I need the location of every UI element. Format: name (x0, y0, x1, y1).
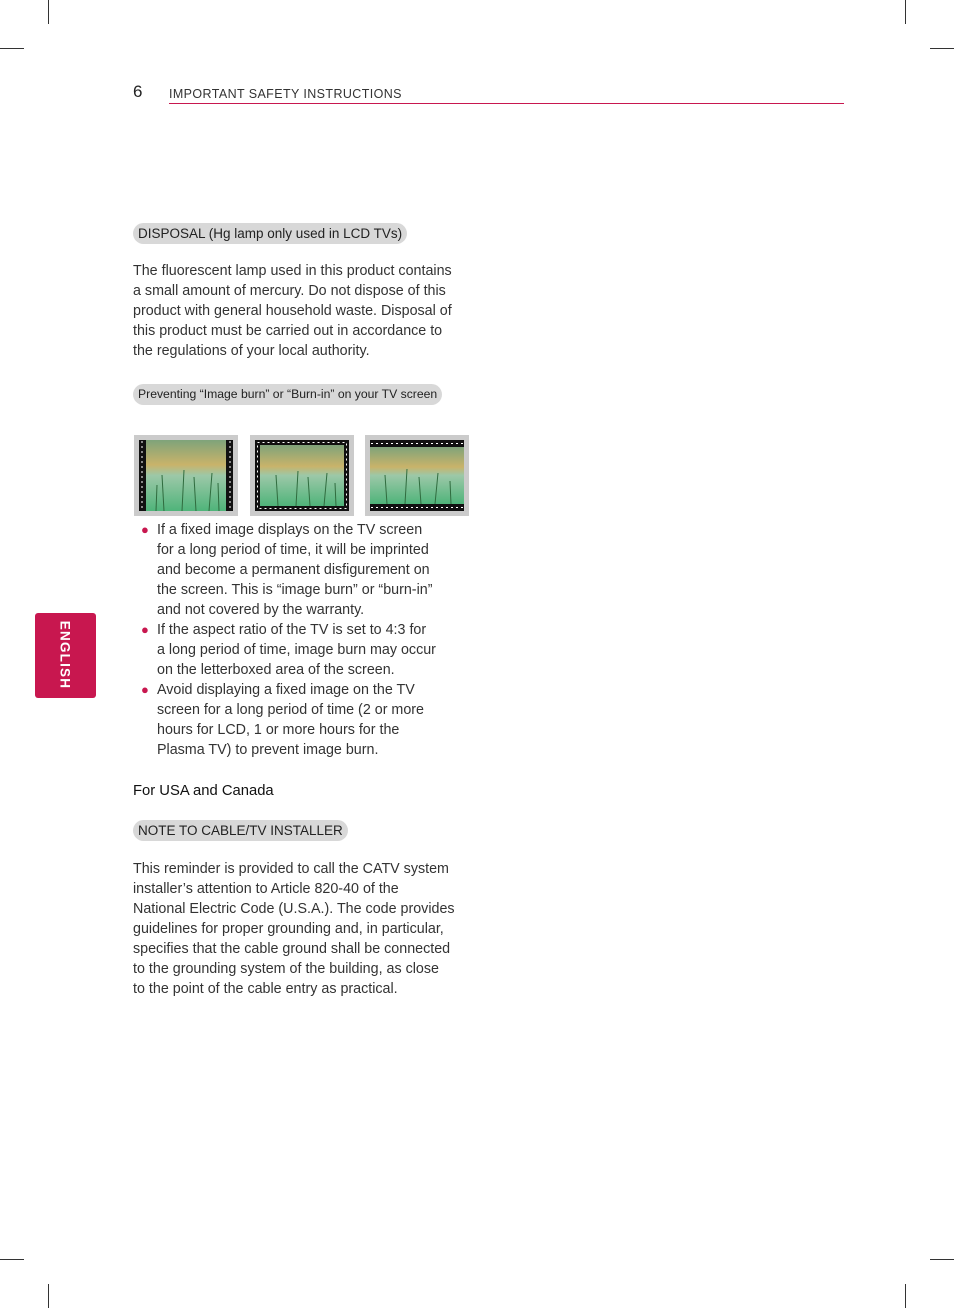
text-line: the screen. This is “image burn” or “burn-in” (157, 582, 433, 598)
text-line: hours for LCD, 1 or more hours for the (157, 722, 400, 738)
text-line: If a fixed image displays on the TV screen (157, 522, 423, 538)
crop-mark (48, 1284, 49, 1308)
usa-canada-title: For USA and Canada (133, 783, 274, 799)
burn-in-heading: Preventing “Image burn” or “Burn-in” on your TV screen (133, 384, 442, 405)
bullet-icon: ● (141, 682, 149, 697)
text-line: a small amount of mercury. Do not dispose of this (133, 283, 446, 299)
text-line: National Electric Code (U.S.A.). The code provides (133, 901, 455, 917)
crop-mark (48, 0, 49, 24)
bullet-icon: ● (141, 622, 149, 637)
disposal-heading: DISPOSAL (Hg lamp only used in LCD TVs) (133, 223, 407, 244)
text-line: specifies that the cable ground shall be connected (133, 941, 451, 957)
running-head: IMPORTANT SAFETY INSTRUCTIONS (169, 87, 402, 101)
text-line: for a long period of time, it will be imprinted (157, 542, 429, 558)
crop-mark (905, 1284, 906, 1308)
cable-installer-heading: NOTE TO CABLE/TV INSTALLER (133, 820, 348, 841)
crop-mark (930, 1259, 954, 1260)
text-line: If the aspect ratio of the TV is set to 4:3 for (157, 622, 427, 638)
page-number: 6 (133, 82, 143, 101)
text-line: This reminder is provided to call the CATV system (133, 861, 449, 877)
crop-mark (0, 48, 24, 49)
header-rule (169, 103, 844, 104)
list-item (141, 520, 481, 620)
burn-in-illustration-border (250, 435, 354, 516)
text-line: guidelines for proper grounding and, in particular, (133, 921, 444, 937)
list-item (141, 620, 481, 680)
crop-mark (930, 48, 954, 49)
burn-in-bullet-list (141, 520, 481, 760)
language-tab-label: ENGLISH (57, 620, 73, 690)
language-tab (35, 613, 96, 698)
text-line: and become a permanent disfigurement on (157, 562, 430, 578)
text-line: screen for a long period of time (2 or more (157, 702, 424, 718)
bullet-icon: ● (141, 522, 149, 537)
burn-in-illustration-pillarbox (134, 435, 238, 516)
text-line: Avoid displaying a fixed image on the TV (157, 682, 415, 698)
text-line: to the grounding system of the building, as close (133, 961, 439, 977)
text-line: The fluorescent lamp used in this product contains (133, 263, 452, 279)
text-line: to the point of the cable entry as practical. (133, 981, 398, 997)
text-line: this product must be carried out in accordance to (133, 323, 443, 339)
burn-in-illustration-letterbox (365, 435, 469, 516)
text-line: the regulations of your local authority. (133, 343, 370, 359)
text-line: a long period of time, image burn may occur (157, 642, 436, 658)
list-item (141, 680, 481, 760)
cable-installer-paragraph (133, 859, 478, 999)
text-line: product with general household waste. Disposal of (133, 303, 452, 319)
crop-mark (0, 1259, 24, 1260)
crop-mark (905, 0, 906, 24)
disposal-paragraph (133, 261, 478, 361)
text-line: and not covered by the warranty. (157, 602, 365, 618)
text-line: installer’s attention to Article 820-40 of the (133, 881, 399, 897)
text-line: on the letterboxed area of the screen. (157, 662, 395, 678)
text-line: Plasma TV) to prevent image burn. (157, 742, 379, 758)
